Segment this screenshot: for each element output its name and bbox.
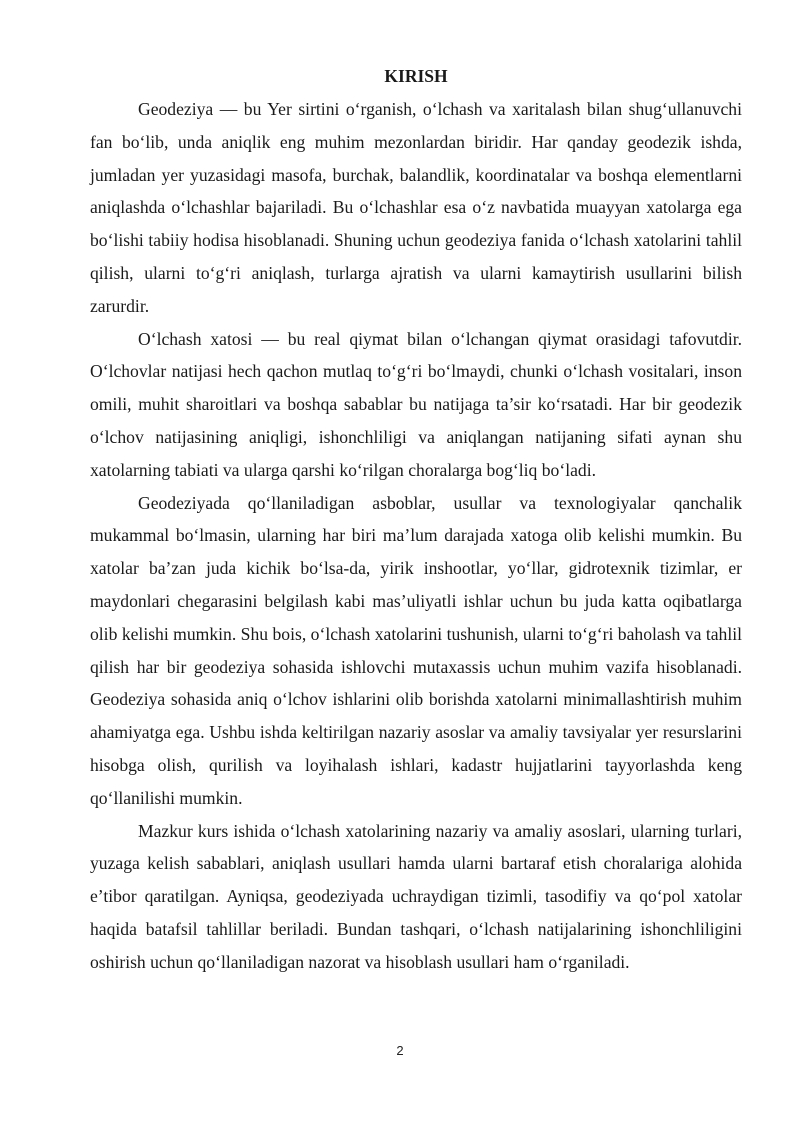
page-number: 2	[396, 1043, 404, 1058]
paragraph-2: O‘lchash xatosi — bu real qiymat bilan o‘lchangan qiymat orasidagi tafovutdir. O‘lchovlar natijasi hech qachon mutlaq to‘g‘ri bo‘lmaydi, chunki o‘lchash vositalari, inson omili, muhit sharoitlari va boshqa sabablar bu natijaga ta’sir ko‘rsatadi. Har bir geodezik o‘lchov natijasining aniqligi, ishonchliligi va aniqlangan natijaning sifati aynan shu xatolarning tabiati va ularga qarshi ko‘rilgan choralarga bog‘liq bo‘ladi.	[90, 328, 742, 480]
document-page	[90, 64, 742, 979]
paragraph-3: Geodeziyada qo‘llaniladigan asboblar, usullar va texnologiyalar qanchalik mukammal bo‘lmasin, ularning har biri ma’lum darajada xatoga olib kelishi mumkin. Bu xatolar ba’zan juda kichik bo‘lsa-da, yirik inshootlar, yo‘llar, gidrotexnik tizimlar, er maydonlari chegarasini belgilash kabi mas’uliyatli ishlar uchun bu juda katta oqibatlarga olib kelishi mumkin. Shu bois, o‘lchash xatolarini tushunish, ularni to‘g‘ri baholash va tahlil qilish har bir geodeziya sohasida ishlovchi mutaxassis uchun muhim vazifa hisoblanadi. Geodeziya sohasida aniq o‘lchov ishlarini olib borishda xatolarni minimallashtirish muhim ahamiyatga ega. Ushbu ishda keltirilgan nazariy asoslar va amaliy tavsiyalar yer resurslarini hisobga olish, qurilish va loyihalash ishlari, kadastr hujjatlarini tayyorlashda keng qo‘llanilishi mumkin.	[90, 492, 742, 808]
paragraph-4: Mazkur kurs ishida o‘lchash xatolarining nazariy va amaliy asoslari, ularning turlari, yuzaga kelish sabablari, aniqlash usullari hamda ularni bartaraf etish choralariga alohida e’tibor qaratilgan. Ayniqsa, geodeziyada uchraydigan tizimli, tasodifiy va qo‘pol xatolar haqida batafsil tahlillar beriladi. Bundan tashqari, o‘lchash natijalarining ishonchliligini oshirish uchun qo‘llaniladigan nazorat va hisoblash usullari ham o‘rganiladi.	[90, 820, 742, 972]
section-heading: KIRISH	[384, 66, 448, 86]
paragraph-1: Geodeziya — bu Yer sirtini o‘rganish, o‘lchash va xaritalash bilan shug‘ullanuvchi fan bo‘lib, unda aniqlik eng muhim mezonlardan biridir. Har qanday geodezik ishda, jumladan yer yuzasidagi masofa, burchak, balandlik, koordinatalar va boshqa elementlarni aniqlashda o‘lchashlar bajariladi. Bu o‘lchashlar esa o‘z navbatida muayyan xatolarga ega bo‘lishi tabiiy hodisa hisoblanadi. Shuning uchun geodeziya fanida o‘lchash xatolarini tahlil qilish, ularni to‘g‘ri aniqlash, turlarga ajratish va ularni kamaytirish usullarini bilish zarurdir.	[90, 99, 742, 316]
